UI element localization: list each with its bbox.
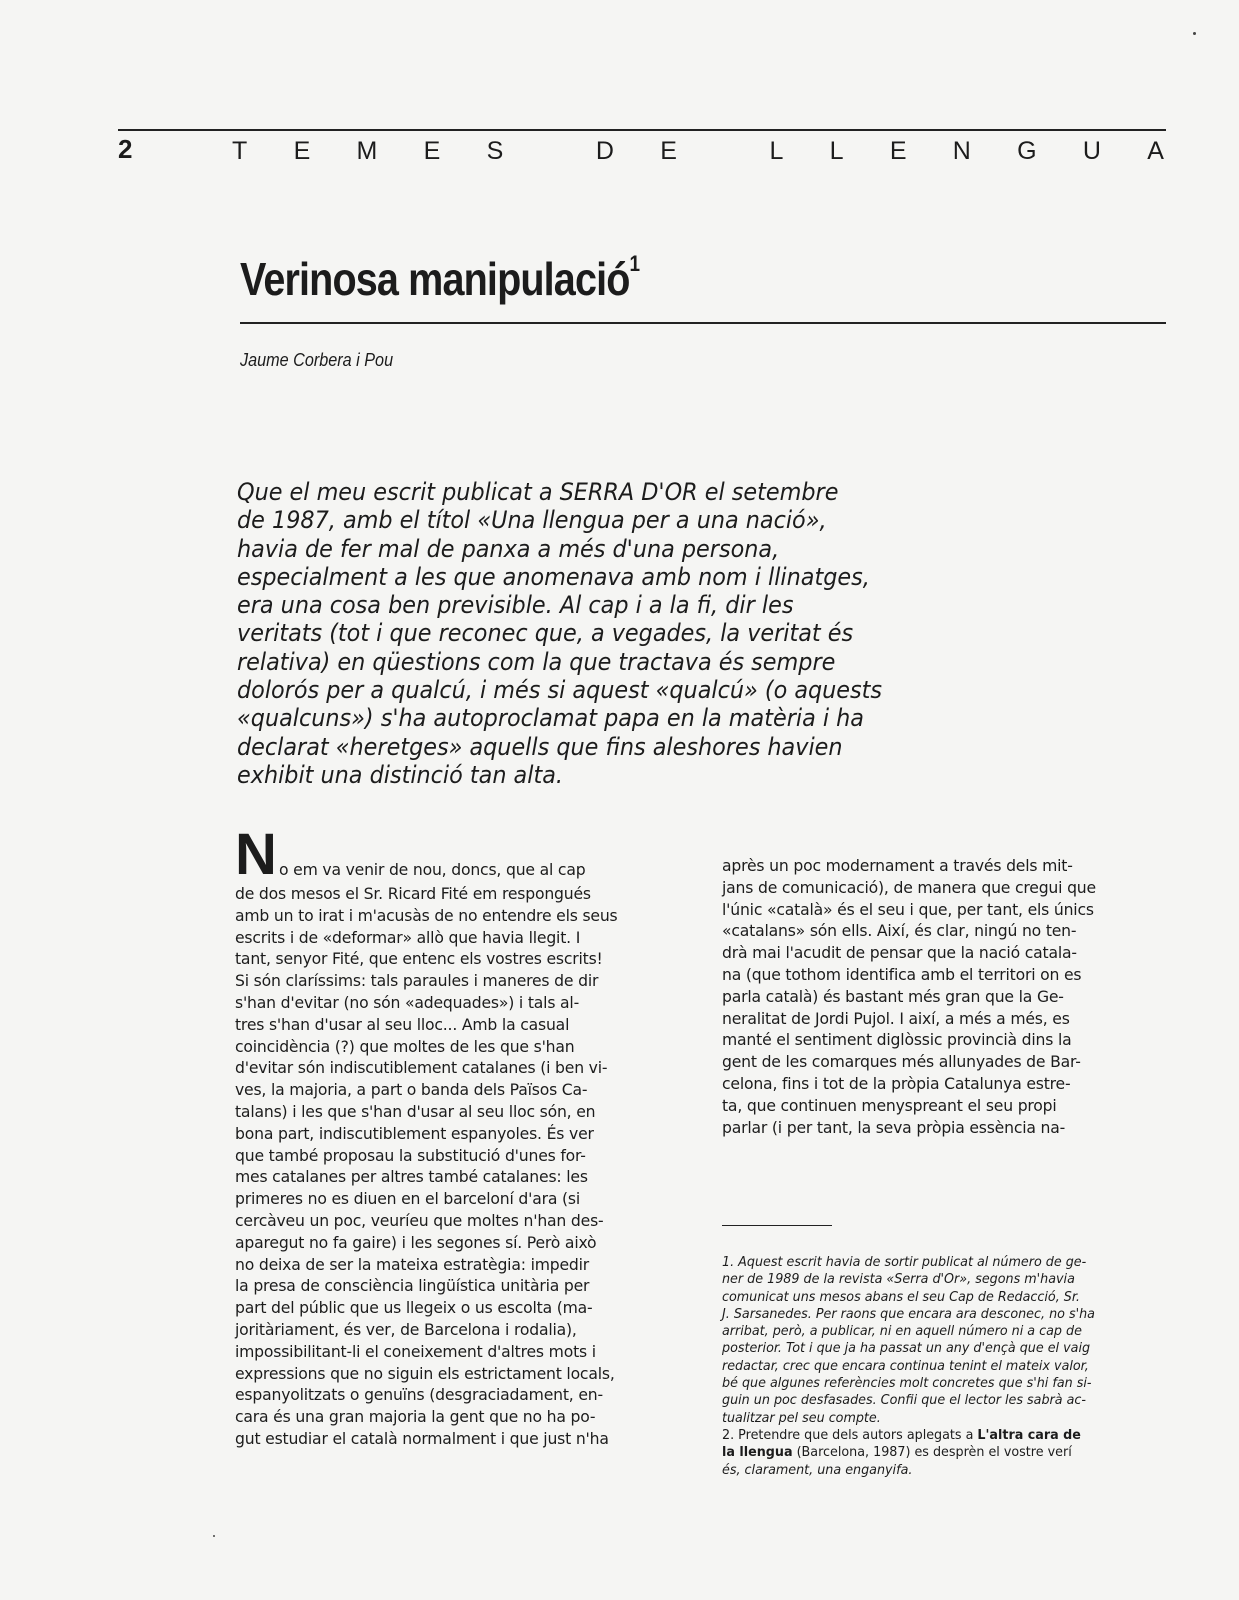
text-line: bona part, indiscutiblement espanyoles. És ver — [235, 1123, 594, 1143]
running-head-letter: E — [423, 137, 441, 165]
text-line: tant, senyor Fité, que entenc els vostres escrits! — [235, 949, 603, 969]
text-line: tres s'han d'usar al seu lloc... Amb la casual — [235, 1014, 570, 1034]
text-line: posterior. Tot i que ja ha passat un any d'ençà que el vaig — [722, 1341, 1091, 1357]
text-line: neralitat de Jordi Pujol. I així, a més a més, es — [722, 1008, 1070, 1028]
text-line: ves, la majoria, a part o banda dels Països Ca- — [235, 1080, 588, 1100]
page-number: 2 — [118, 134, 133, 164]
text-line: cara és una gran majoria la gent que no ha po- — [235, 1407, 596, 1427]
body-left-lines — [235, 883, 675, 1450]
text-line: espanyolitzats o genuïns (desgraciadament, en- — [235, 1385, 603, 1405]
text-line: guin un poc desfasades. Confii que el lector les sabrà ac- — [722, 1393, 1087, 1409]
footnote-rule — [722, 1225, 832, 1226]
running-head-letter: L — [829, 137, 844, 165]
text-line: aparegut no fa gaire) i les segones sí. Però això — [235, 1232, 597, 1252]
text-line: Si són claríssims: tals paraules i maneres de dir — [235, 971, 599, 991]
text-line: joritàriament, és ver, de Barcelona i rodalia), — [235, 1319, 577, 1339]
footnote-1 — [722, 1254, 1162, 1427]
footnote-2-text: 2. Pretendre que dels autors aplegats a — [722, 1427, 978, 1443]
text-line: part del públic que us llegeix o us escolta (ma- — [235, 1298, 593, 1318]
text-line: relativa) en qüestions com la que tractava és sempre — [237, 647, 836, 676]
running-head-letter: M — [356, 137, 378, 165]
scan-speck — [213, 1535, 215, 1537]
text-line: gent de les comarques més allunyades de Bar- — [722, 1052, 1081, 1072]
top-rule — [118, 129, 1166, 131]
text-line: talans) i les que s'han d'usar al seu lloc són, en — [235, 1101, 596, 1121]
title-text: Verinosa manipulació — [240, 253, 630, 305]
text-line: de dos mesos el Sr. Ricard Fité em respongués — [235, 884, 591, 903]
abstract — [237, 478, 937, 789]
book-title-part-2: la llengua — [722, 1445, 793, 1461]
text-line: coincidència (?) que moltes de les que s'han — [235, 1036, 575, 1056]
scan-speck — [1193, 32, 1196, 35]
text-line: cercàveu un poc, veuríeu que moltes n'han des- — [235, 1210, 604, 1230]
running-head-letter: S — [486, 137, 504, 165]
footnote-2-end: és, clarament, una enganyifa. — [722, 1462, 913, 1478]
text-line: impossibilitant-li el coneixement d'altres mots i — [235, 1341, 596, 1361]
body-column-left — [235, 822, 675, 1450]
running-head-letter: U — [1082, 137, 1101, 165]
running-head-letter: N — [952, 137, 971, 165]
text-line: dolorós per a qualcú, i més si aquest «qualcú» (o aquests — [237, 676, 883, 705]
text-line: bé que algunes referències molt concretes que s'hi fan si- — [722, 1376, 1092, 1392]
text-line: J. Sarsanedes. Per raons que encara ara desconec, no s'ha — [722, 1306, 1095, 1322]
text-line: gut estudiar el català normalment i que just n'ha — [235, 1428, 609, 1448]
text-line: especialment a les que anomenava amb nom i llinatges, — [237, 562, 870, 591]
text-line: jans de comunicació), de manera que cregui que — [722, 877, 1096, 897]
author-byline: Jaume Corbera i Pou — [240, 350, 394, 370]
running-head-letter: D — [595, 137, 614, 165]
text-line: primeres no es diuen en el barceloní d'ara (si — [235, 1189, 581, 1209]
title-rule — [240, 322, 1166, 324]
footnotes — [722, 1254, 1162, 1479]
text-line: parlar (i per tant, la seva pròpia essència na- — [722, 1117, 1066, 1137]
text-line: veritats (tot i que reconec que, a vegades, la veritat és — [237, 619, 854, 648]
running-head — [232, 137, 1164, 166]
text-line: celona, fins i tot de la pròpia Catalunya estre- — [722, 1073, 1071, 1093]
article-title — [240, 252, 639, 306]
text-line: tualitzar pel seu compte. — [722, 1410, 881, 1426]
text-line: amb un to irat i m'acusàs de no entendre els seus — [235, 905, 618, 925]
running-head-letter: A — [1147, 137, 1164, 165]
body-line: o em va venir de nou, doncs, que al cap — [279, 860, 586, 879]
book-title-part-1: L'altra cara de — [977, 1427, 1081, 1443]
body-column-right — [722, 855, 1162, 1138]
text-line: d'evitar són indiscutiblement catalanes (i ben vi- — [235, 1058, 608, 1078]
running-head-letter: E — [889, 137, 907, 165]
text-line: arribat, però, a publicar, ni en aquell número ni a cap de — [722, 1324, 1082, 1340]
drop-cap: N — [235, 822, 277, 887]
text-line: ta, que continuen menyspreant el seu propi — [722, 1095, 1057, 1115]
text-line: drà mai l'acudit de pensar que la nació catala- — [722, 943, 1077, 963]
footnote-2-text-cont: (Barcelona, 1987) es desprèn el vostre verí — [792, 1445, 1072, 1461]
text-line: de 1987, amb el títol «Una llengua per a una nació», — [237, 506, 827, 535]
running-head-letter: T — [232, 137, 248, 165]
text-line: que també proposau la substitució d'unes for- — [235, 1145, 586, 1165]
text-line: Que el meu escrit publicat a SERRA D'OR el setembre — [237, 478, 839, 506]
text-line: parla català) és bastant més gran que la Ge- — [722, 986, 1064, 1006]
running-head-letter: E — [660, 137, 677, 165]
footnote-2 — [722, 1427, 1162, 1479]
text-line: no deixa de ser la mateixa estratègia: impedir — [235, 1254, 590, 1274]
text-line: «qualcuns») s'ha autoproclamat papa en la matèria i ha — [237, 704, 864, 733]
text-line: declarat «heretges» aquells que fins aleshores havien — [237, 732, 843, 761]
text-line: na (que tothom identifica amb el territori on es — [722, 964, 1082, 984]
first-paragraph-opening — [235, 822, 675, 887]
text-line: mes catalanes per altres també catalanes: les — [235, 1167, 588, 1187]
text-line: redactar, crec que encara continua tenint el mateix valor, — [722, 1358, 1089, 1374]
text-line: manté el sentiment diglòssic provincià dins la — [722, 1030, 1072, 1050]
text-line: l'únic «català» és el seu i que, per tant, els únics — [722, 899, 1094, 919]
text-line: comunicat uns mesos abans el seu Cap de Redacció, Sr. — [722, 1289, 1080, 1305]
text-line: havia de fer mal de panxa a més d'una persona, — [237, 534, 780, 563]
text-line: la presa de consciència lingüística unitària per — [235, 1276, 590, 1296]
running-head-letter: L — [769, 137, 784, 165]
text-line: s'han d'evitar (no són «adequades») i tals al- — [235, 992, 580, 1012]
text-line: escrits i de «deformar» allò que havia llegit. I — [235, 927, 581, 947]
text-line: «catalans» són ells. Així, és clar, ningú no ten- — [722, 921, 1077, 941]
title-footnote-mark: 1 — [629, 250, 640, 276]
text-line: era una cosa ben previsible. Al cap i a la fi, dir les — [237, 591, 794, 620]
text-line: après un poc modernament a través dels mit- — [722, 856, 1073, 875]
text-line: exhibit una distinció tan alta. — [237, 760, 563, 789]
text-line: ner de 1989 de la revista «Serra d'Or», segons m'havia — [722, 1272, 1075, 1288]
text-line: 1. Aquest escrit havia de sortir publicat al número de ge- — [722, 1255, 1087, 1270]
running-head-letter: G — [1017, 137, 1037, 165]
text-line: expressions que no siguin els estrictament locals, — [235, 1363, 615, 1383]
running-head-letter: E — [293, 137, 311, 165]
